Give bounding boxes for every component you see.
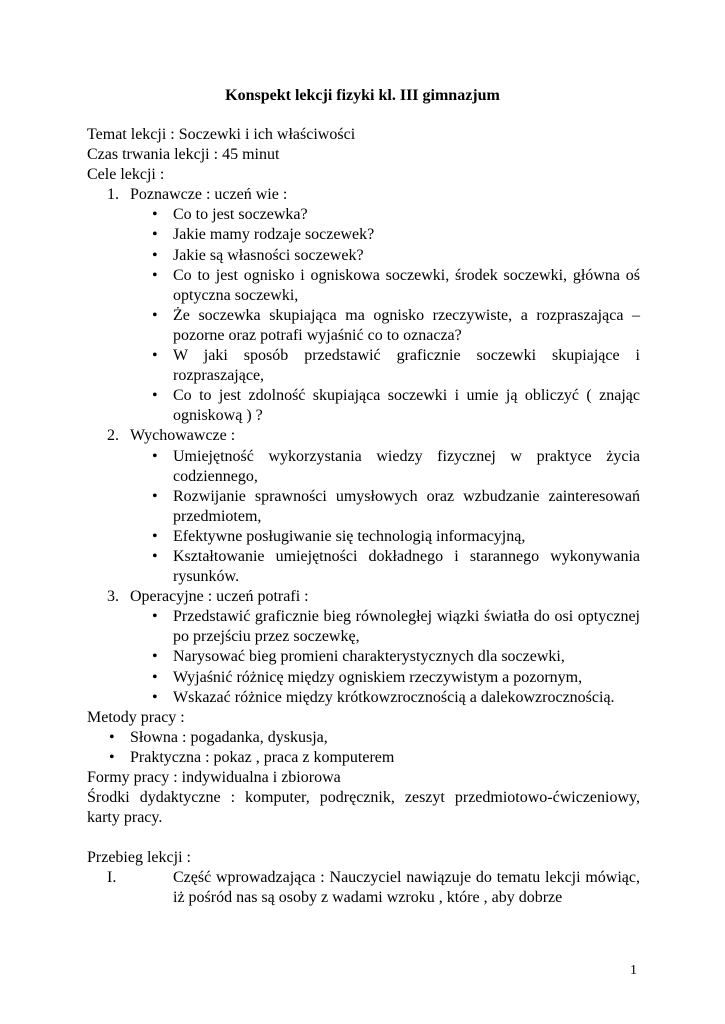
goal-item: • Rozwijanie sprawności umysłowych oraz wzbudzanie zainteresowań przedmiotem,	[152, 487, 640, 525]
goal-section	[87, 426, 640, 587]
goals-label: Cele lekcji :	[87, 166, 165, 184]
goal-item: • Jakie są własności soczewek?	[152, 246, 364, 264]
goal-section	[87, 185, 640, 426]
goal-item: • Wskazać różnice między krótkowzrocznością a dalekowzrocznością.	[152, 688, 615, 706]
goal-item: • Przedstawić graficznie bieg równoległej wiązki światła do osi optycznej po przejściu przez soczewkę,	[152, 608, 640, 646]
work-forms: Formy pracy : indywidualna i zbiorowa	[87, 769, 341, 786]
goal-item: • Narysować bieg promieni charakterystycznych dla soczewki,	[152, 648, 565, 666]
method-item: • Słowna : pogadanka, dyskusja,	[109, 728, 328, 746]
goal-item: • Efektywne posługiwanie się technologią informacyjną,	[152, 527, 526, 545]
lesson-duration: Czas trwania lekcji : 45 minut	[87, 146, 280, 164]
method-item: • Praktyczna : pokaz , praca z komputerem	[109, 748, 395, 766]
teaching-aids: Środki dydaktyczne : komputer, podręcznik, zeszyt przedmiotowo-ćwiczeniowy, karty pracy.	[87, 789, 640, 827]
goal-item: • Umiejętność wykorzystania wiedzy fizycznej w praktyce życia codziennego,	[152, 447, 640, 485]
lesson-topic: Temat lekcji : Soczewki i ich właściwości	[87, 126, 356, 143]
goal-heading: 1. Poznawcze : uczeń wie :	[107, 186, 288, 204]
course-label: Przebieg lekcji :	[87, 849, 191, 867]
spacer	[87, 828, 640, 848]
goal-heading: 2. Wychowawcze :	[107, 427, 236, 445]
goal-item: • Co to jest soczewka?	[152, 206, 308, 224]
goal-item: • Że soczewka skupiająca ma ognisko rzeczywiste, a rozpraszająca – pozorne oraz potrafi wyjaśnić co to oznacza?	[152, 306, 640, 344]
page-number: 1	[630, 963, 637, 978]
document-title: Konspekt lekcji fizyki kl. III gimnazjum	[225, 87, 500, 104]
methods-label: Metody pracy :	[87, 708, 185, 726]
goal-item: • Wyjaśnić różnicę między ogniskiem rzeczywistym a pozornym,	[152, 668, 583, 686]
document-body	[87, 125, 640, 909]
course-step: I. Część wprowadzająca : Nauczyciel nawiązuje do tematu lekcji mówiąc, iż pośród nas są osoby z wadami wzroku , które , aby dobrze	[107, 869, 640, 907]
goal-item: • W jaki sposób przedstawić graficznie soczewki skupiające i rozpraszające,	[152, 347, 640, 385]
goal-item: • Kształtowanie umiejętności dokładnego i starannego wykonywania rysunków.	[152, 547, 640, 586]
goal-heading: 3. Operacyjne : uczeń potrafi :	[107, 588, 309, 606]
goal-item: • Co to jest zdolność skupiająca soczewki i umie ją obliczyć ( znając ogniskową ) ?	[152, 387, 640, 425]
goal-item: • Jakie mamy rodzaje soczewek?	[152, 226, 375, 244]
goal-section	[87, 587, 640, 708]
goal-item: • Co to jest ognisko i ogniskowa soczewki, środek soczewki, główna oś optyczna soczewki,	[152, 266, 640, 304]
